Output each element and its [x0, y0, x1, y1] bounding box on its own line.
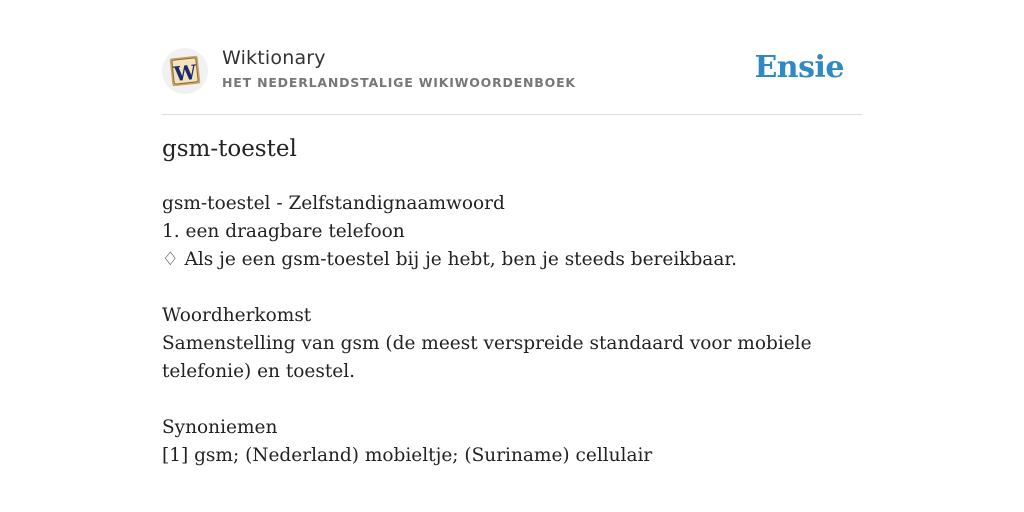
- wiktionary-tile-icon: [166, 52, 204, 90]
- ensie-link[interactable]: Ensie: [754, 50, 844, 85]
- etymology-text: Samenstelling van gsm (de meest verspreide standaard voor mobiele telefonie) en toestel.: [162, 333, 812, 382]
- page-title: gsm-toestel: [162, 136, 297, 162]
- site-header: [162, 44, 862, 115]
- etymology-heading: Woordherkomst: [162, 305, 312, 326]
- wiktionary-logo[interactable]: [162, 48, 208, 94]
- brand-subtitle: HET NEDERLANDSTALIGE WIKIWOORDENBOEK: [222, 75, 576, 90]
- spacer: [162, 274, 862, 302]
- page: [162, 0, 862, 512]
- brand-name[interactable]: Wiktionary: [222, 47, 326, 69]
- entry-heading: gsm-toestel - Zelfstandignaamwoord: [162, 193, 505, 214]
- entry-content: [162, 190, 862, 470]
- definition-item: 1. een draagbare telefoon: [162, 221, 405, 242]
- synonyms-text: [1] gsm; (Nederland) mobieltje; (Suriname) cellulair: [162, 445, 653, 466]
- example-sentence: ♢ Als je een gsm-toestel bij je hebt, ben je steeds bereikbaar.: [162, 249, 738, 270]
- spacer: [162, 386, 862, 414]
- synonyms-heading: Synoniemen: [162, 417, 278, 438]
- logo-letter: W: [172, 59, 198, 87]
